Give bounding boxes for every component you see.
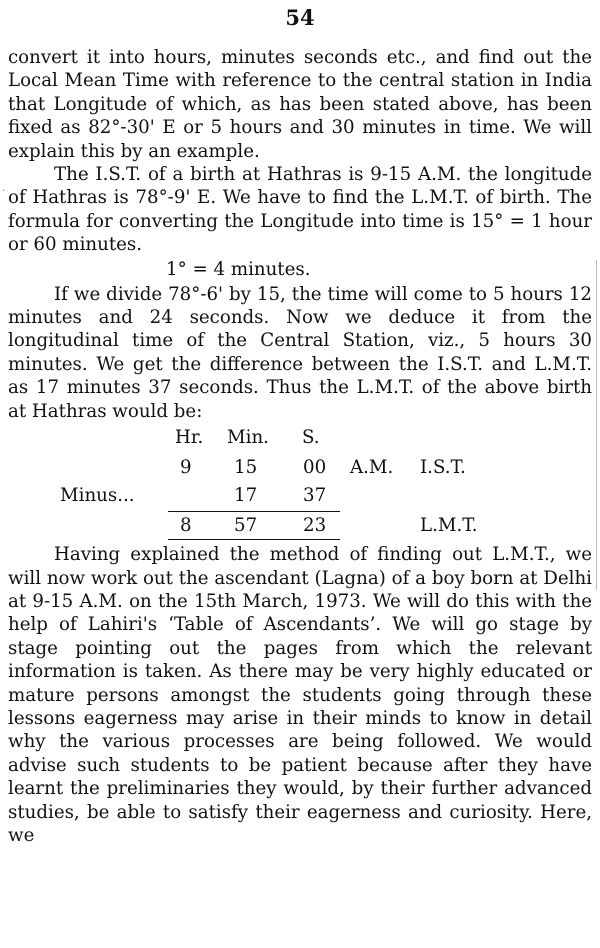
difference-minutes: 17 bbox=[234, 485, 258, 507]
paragraph-4: Having explained the method of finding out L.M.T., we will now work out the ascendant (Lagna) of a boy born at Delhi at 9-15 A.M. on the 15th March, 1973. We will do this with the help of Lahiri's ‘Table of Ascendants’. We will go stage by stage pointing out the pages from which the relevant information is taken. As there may be very highly educated or mature persons amongst the students going through these lessons eagerness may arise in their minds to know in detail why the various processes are being followed. We would advise such students to be patient because after they have learnt the preliminaries they would, by their further advanced studies, be able to satisfy their eagerness and curiosity. Here, we bbox=[8, 544, 592, 846]
subtraction-rule bbox=[168, 511, 340, 512]
header-hours: Hr. bbox=[175, 427, 204, 449]
ist-minutes: 15 bbox=[234, 457, 258, 479]
scan-edge-line bbox=[596, 260, 597, 590]
difference-seconds: 37 bbox=[303, 485, 327, 507]
paragraph-3: If we divide 78°-6' by 15, the time will come to 5 hours 12 minutes and 24 seconds. Now we deduce it from the longitudinal time of the Central Station, viz., 5 hours 30 minutes. We get the difference between the I.S.T. and L.M.T. as 17 minutes 37 seconds. Thus the L.M.T. of the above birth at Hathras would be: bbox=[8, 283, 592, 422]
ist-ampm: A.M. bbox=[350, 457, 394, 479]
result-rule bbox=[168, 539, 340, 540]
lmt-hours: 8 bbox=[180, 515, 192, 537]
header-seconds: S. bbox=[302, 427, 320, 449]
lmt-minutes: 57 bbox=[234, 515, 258, 537]
header-minutes: Min. bbox=[227, 427, 269, 449]
lmt-calculation bbox=[8, 423, 592, 537]
ist-label: I.S.T. bbox=[420, 457, 466, 479]
minus-label: Minus... bbox=[60, 485, 135, 507]
ist-hours: 9 bbox=[180, 457, 192, 479]
lmt-seconds: 23 bbox=[303, 515, 327, 537]
page-number: 54 bbox=[285, 5, 315, 30]
ist-seconds: 00 bbox=[303, 457, 327, 479]
formula-line: 1° = 4 minutes. bbox=[166, 258, 311, 280]
paragraph-1: convert it into hours, minutes seconds etc., and find out the Local Mean Time with reference to the central station in India that Longitude of which, as has been stated above, has been fixed as 82°-30' E or 5 hours and 30 minutes in time. We will explain this by an example. bbox=[8, 47, 592, 162]
paragraph-2: The I.S.T. of a birth at Hathras is 9-15 A.M. the longitude of Hathras is 78°-9' E. We have to find the L.M.T. of birth. The formula for converting the Longitude into time is 15° = 1 hour or 60 minutes. bbox=[8, 164, 592, 256]
scan-mark: · bbox=[2, 186, 6, 197]
lmt-label: L.M.T. bbox=[420, 515, 478, 537]
